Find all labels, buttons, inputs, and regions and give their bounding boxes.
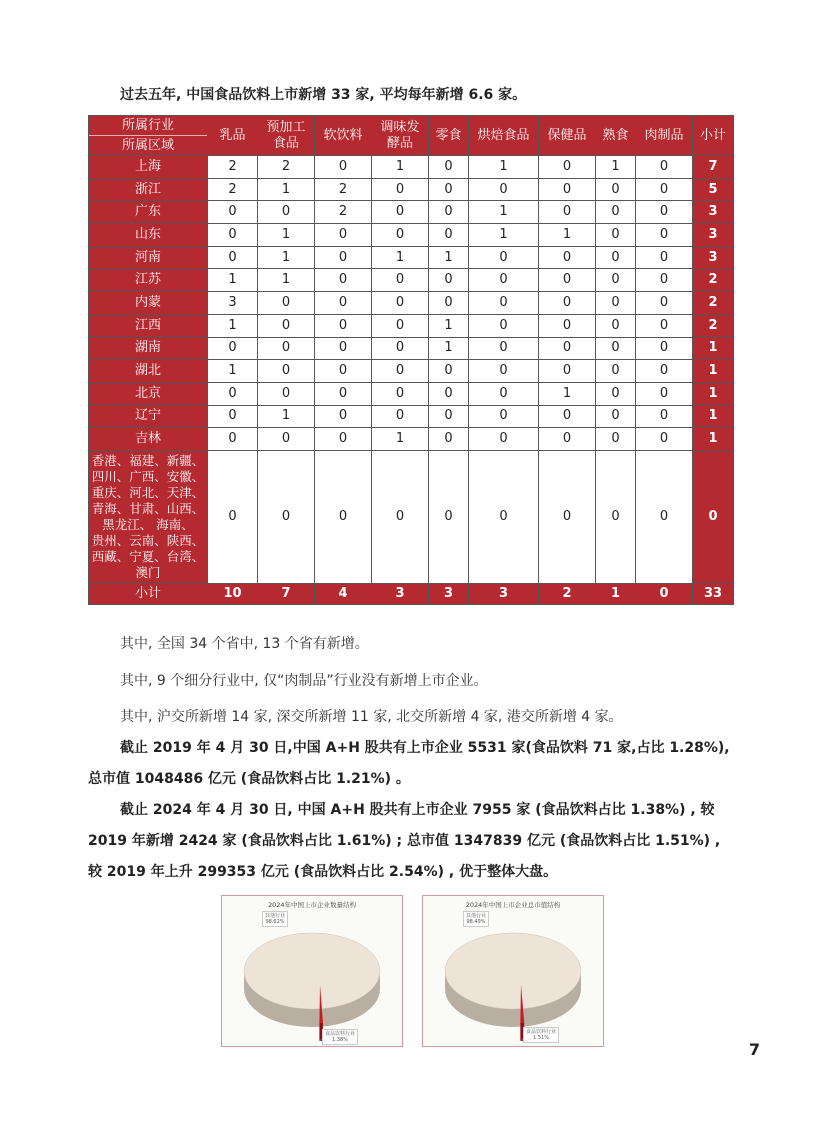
- table-cell: 1: [208, 360, 258, 383]
- table-cell: 0: [539, 405, 596, 428]
- row-region: 江苏: [89, 269, 208, 292]
- table-row: [89, 178, 734, 201]
- table-cell: 0: [469, 269, 539, 292]
- table-row: [89, 269, 734, 292]
- table-row: [89, 428, 734, 451]
- table-cell: 0: [539, 450, 596, 583]
- note-exchanges: 其中, 沪交所新增 14 家, 深交所新增 11 家, 北交所新增 4 家, 港交所新增 4 家。: [120, 709, 623, 725]
- paragraph-2019: 截止 2019 年 4 月 30 日,中国 A+H 股共有上市企业 5531 家(食品饮料 71 家,占比 1.28%),总市值 1048486 亿元 (食品饮料占比 1.21%) 。: [88, 740, 730, 787]
- table-cell: 0: [596, 428, 636, 451]
- table-footer-row: [89, 583, 734, 604]
- table-cell: 0: [539, 156, 596, 179]
- table-cell: 0: [636, 201, 693, 224]
- pie-slice-other: [445, 933, 581, 1009]
- table-cell: 0: [208, 246, 258, 269]
- table-cell: 0: [258, 292, 315, 315]
- table-cell: 0: [469, 450, 539, 583]
- table-cell: 0: [258, 337, 315, 360]
- header-corner: [89, 116, 208, 156]
- note-provinces: 其中, 全国 34 个省中, 13 个省有新增。: [120, 636, 369, 652]
- table-cell: 0: [596, 405, 636, 428]
- header-region-label: 所属区域: [89, 135, 207, 155]
- table-row: [89, 314, 734, 337]
- footer-cell: 3: [372, 583, 429, 604]
- table-cell: 0: [596, 178, 636, 201]
- table-cell: 0: [258, 201, 315, 224]
- table-cell: 0: [208, 337, 258, 360]
- table-cell: 0: [469, 314, 539, 337]
- table-cell: 0: [429, 201, 469, 224]
- table-cell: 0: [208, 450, 258, 583]
- table-cell: 1: [258, 269, 315, 292]
- table-cell: 2: [208, 156, 258, 179]
- header-industry-label: 所属行业: [121, 118, 174, 133]
- table-cell: 1: [539, 224, 596, 247]
- table-cell: 0: [372, 405, 429, 428]
- table-cell: 0: [539, 178, 596, 201]
- pie-label-food: 食品饮料行业 1.38%: [322, 1029, 358, 1045]
- footer-cell: 3: [429, 583, 469, 604]
- footer-cell: 4: [315, 583, 372, 604]
- row-subtotal: 1: [693, 382, 734, 405]
- footer-cell: 0: [636, 583, 693, 604]
- table-header-row: [89, 116, 734, 156]
- table-cell: 0: [429, 156, 469, 179]
- table-cell: 0: [539, 201, 596, 224]
- region-line: 香港、福建、新疆、: [91, 452, 205, 468]
- row-region: 江西: [89, 314, 208, 337]
- table-row: [89, 405, 734, 428]
- table-cell: 1: [372, 428, 429, 451]
- table-row: [89, 382, 734, 405]
- row-region: 吉林: [89, 428, 208, 451]
- table-cell: 1: [372, 246, 429, 269]
- table-cell: 1: [258, 178, 315, 201]
- region-line: 贵州、云南、陕西、: [91, 532, 205, 548]
- row-region: 内蒙: [89, 292, 208, 315]
- table-cell: 0: [539, 337, 596, 360]
- pie-chart-market-cap: [422, 895, 604, 1047]
- column-header: 乳品: [208, 116, 258, 156]
- region-line: 青海、甘肃、山西、: [91, 500, 205, 516]
- table-cell: 0: [372, 337, 429, 360]
- table-cell: 0: [469, 382, 539, 405]
- table-cell: 0: [208, 428, 258, 451]
- table-cell: 0: [429, 382, 469, 405]
- chart-title: 2024年中国上市企业总市值结构: [465, 901, 561, 909]
- table-cell: 0: [596, 314, 636, 337]
- row-region: 北京: [89, 382, 208, 405]
- row-region: 广东: [89, 201, 208, 224]
- table-cell: 0: [258, 382, 315, 405]
- table-row: [89, 224, 734, 247]
- pie-svg: [423, 896, 603, 1046]
- table-cell: 0: [469, 360, 539, 383]
- column-header: 熟食: [596, 116, 636, 156]
- table-cell: 1: [258, 246, 315, 269]
- table-cell: 0: [469, 405, 539, 428]
- row-region: 湖南: [89, 337, 208, 360]
- table-cell: 0: [315, 450, 372, 583]
- table-cell: 1: [258, 224, 315, 247]
- table-cell: 1: [208, 269, 258, 292]
- table-cell: 0: [315, 337, 372, 360]
- table-cell: 0: [539, 314, 596, 337]
- table-cell: 0: [372, 201, 429, 224]
- table-cell: 0: [636, 269, 693, 292]
- row-region: 湖北: [89, 360, 208, 383]
- table-cell: 0: [315, 405, 372, 428]
- table-cell: 1: [429, 246, 469, 269]
- table-cell: 0: [429, 269, 469, 292]
- region-line: 澳门: [135, 564, 161, 580]
- pie-label-food: 食品饮料行业 1.51%: [523, 1027, 559, 1043]
- table-cell: 0: [636, 178, 693, 201]
- table-cell: 0: [315, 428, 372, 451]
- table-cell: 0: [469, 246, 539, 269]
- row-region: 辽宁: [89, 405, 208, 428]
- table-cell: 1: [208, 314, 258, 337]
- table-cell: 0: [372, 314, 429, 337]
- footer-cell: 10: [208, 583, 258, 604]
- row-region: 河南: [89, 246, 208, 269]
- table-cell: 0: [539, 360, 596, 383]
- row-subtotal: 2: [693, 314, 734, 337]
- row-subtotal: 3: [693, 246, 734, 269]
- table-cell: 0: [315, 269, 372, 292]
- table-cell: 0: [315, 382, 372, 405]
- table-cell: 1: [429, 337, 469, 360]
- table-cell: 0: [372, 269, 429, 292]
- table-cell: 0: [596, 269, 636, 292]
- table-cell: 0: [372, 224, 429, 247]
- table-cell: 0: [636, 246, 693, 269]
- column-header: 调味发酵品: [372, 116, 429, 156]
- table-cell: 1: [596, 156, 636, 179]
- column-header: 肉制品: [636, 116, 693, 156]
- region-line: 重庆、河北、天津、: [91, 484, 205, 500]
- table-cell: 1: [372, 156, 429, 179]
- table-cell: 0: [596, 246, 636, 269]
- table-cell: 0: [315, 292, 372, 315]
- footer-label: 小计: [89, 583, 208, 604]
- table-cell: 0: [636, 224, 693, 247]
- table-cell: 1: [469, 156, 539, 179]
- footer-cell: 7: [258, 583, 315, 604]
- table-cell: 0: [258, 428, 315, 451]
- table-cell: 0: [315, 246, 372, 269]
- table-cell: 1: [429, 314, 469, 337]
- row-subtotal: 2: [693, 269, 734, 292]
- column-header: 软饮料: [315, 116, 372, 156]
- table-cell: 0: [596, 292, 636, 315]
- row-subtotal: 1: [693, 337, 734, 360]
- table-cell: 0: [596, 382, 636, 405]
- row-subtotal: 2: [693, 292, 734, 315]
- table-cell: 3: [208, 292, 258, 315]
- table-cell: 0: [258, 314, 315, 337]
- column-header: 零食: [429, 116, 469, 156]
- table-cell: 0: [596, 360, 636, 383]
- table-cell: 0: [636, 450, 693, 583]
- row-region: 上海: [89, 156, 208, 179]
- table-cell: 0: [636, 428, 693, 451]
- pie-slice-other: [244, 933, 380, 1009]
- footer-total: 33: [693, 583, 734, 604]
- footer-cell: 3: [469, 583, 539, 604]
- table-cell: 0: [636, 405, 693, 428]
- region-line: 黑龙江、 海南、: [102, 516, 194, 532]
- table-cell: 0: [596, 450, 636, 583]
- table-cell: 0: [258, 450, 315, 583]
- pie-chart-count: [221, 895, 403, 1047]
- region-line: 西藏、宁夏、台湾、: [91, 548, 205, 564]
- row-subtotal: 1: [693, 360, 734, 383]
- footer-cell: 2: [539, 583, 596, 604]
- row-subtotal: 3: [693, 224, 734, 247]
- table-cell: 2: [315, 178, 372, 201]
- row-subtotal: 1: [693, 428, 734, 451]
- table-row-others: [89, 450, 734, 583]
- table-cell: 0: [596, 337, 636, 360]
- table-row: [89, 246, 734, 269]
- region-line: 四川、广西、安徽、: [91, 468, 205, 484]
- table-cell: 0: [429, 178, 469, 201]
- table-cell: 0: [429, 224, 469, 247]
- row-region: 浙江: [89, 178, 208, 201]
- table-cell: 0: [636, 382, 693, 405]
- table-cell: 0: [258, 360, 315, 383]
- page-number: 7: [748, 1040, 760, 1059]
- table-cell: 2: [315, 201, 372, 224]
- pie-label-other: 其他行业 98.62%: [262, 911, 288, 927]
- table-cell: 1: [539, 382, 596, 405]
- row-region-others: [89, 450, 208, 583]
- table-cell: 2: [258, 156, 315, 179]
- table-cell: 1: [469, 224, 539, 247]
- table-cell: 0: [636, 337, 693, 360]
- row-subtotal: 5: [693, 178, 734, 201]
- table-cell: 0: [429, 450, 469, 583]
- table-cell: 0: [429, 292, 469, 315]
- table-cell: 1: [258, 405, 315, 428]
- table-cell: 0: [372, 178, 429, 201]
- column-header: 烘焙食品: [469, 116, 539, 156]
- chart-title: 2024年中国上市企业数量结构: [267, 901, 357, 909]
- pie-svg: [222, 896, 402, 1046]
- table-cell: 0: [208, 382, 258, 405]
- intro-text: 过去五年, 中国食品饮料上市新增 33 家, 平均每年新增 6.6 家。: [120, 87, 527, 103]
- table-cell: 0: [208, 405, 258, 428]
- table-row: [89, 360, 734, 383]
- column-header: 预加工食品: [258, 116, 315, 156]
- table-cell: 0: [372, 382, 429, 405]
- table-cell: 0: [539, 292, 596, 315]
- table-cell: 0: [315, 360, 372, 383]
- table-cell: 0: [429, 360, 469, 383]
- table-cell: 0: [469, 178, 539, 201]
- table-cell: 0: [429, 405, 469, 428]
- table-cell: 0: [315, 224, 372, 247]
- table-cell: 0: [636, 156, 693, 179]
- pie-label-other: 其他行业 98.49%: [463, 911, 489, 927]
- table-row: [89, 292, 734, 315]
- table-cell: 2: [208, 178, 258, 201]
- table-body: [89, 156, 734, 605]
- table-row: [89, 156, 734, 179]
- table-cell: 0: [636, 360, 693, 383]
- table-cell: 0: [372, 360, 429, 383]
- table-cell: 0: [469, 337, 539, 360]
- table-cell: 0: [315, 314, 372, 337]
- note-industries: 其中, 9 个细分行业中, 仅“肉制品”行业没有新增上市企业。: [120, 673, 488, 689]
- row-subtotal: 7: [693, 156, 734, 179]
- table-cell: 0: [372, 292, 429, 315]
- table-cell: 0: [429, 428, 469, 451]
- new-listings-table: [88, 115, 734, 605]
- row-subtotal: 1: [693, 405, 734, 428]
- table-cell: 0: [539, 246, 596, 269]
- row-subtotal: 0: [693, 450, 734, 583]
- column-header: 保健品: [539, 116, 596, 156]
- table-cell: 0: [636, 314, 693, 337]
- table-cell: 0: [469, 292, 539, 315]
- table-cell: 0: [596, 224, 636, 247]
- footer-cell: 1: [596, 583, 636, 604]
- table-row: [89, 201, 734, 224]
- table-cell: 0: [539, 428, 596, 451]
- table-cell: 0: [208, 224, 258, 247]
- row-subtotal: 3: [693, 201, 734, 224]
- table-row: [89, 337, 734, 360]
- table-cell: 0: [539, 269, 596, 292]
- column-header: 小计: [693, 116, 734, 156]
- paragraph-2024: 截止 2024 年 4 月 30 日, 中国 A+H 股共有上市企业 7955 家 (食品饮料占比 1.38%) , 较 2019 年新增 2424 家 (食品饮料占比 1.61%) ; 总市值 1347839 亿元 (食品饮料占比 1.51%) , 较 2019 年上升 299353 亿元 (食品饮料占比 2.54%) , 优于整体大盘。: [88, 802, 721, 880]
- table-cell: 0: [315, 156, 372, 179]
- row-region: 山东: [89, 224, 208, 247]
- table-cell: 0: [208, 201, 258, 224]
- table-cell: 0: [596, 201, 636, 224]
- table-cell: 0: [636, 292, 693, 315]
- table-cell: 0: [469, 428, 539, 451]
- table-cell: 1: [469, 201, 539, 224]
- table-cell: 0: [372, 450, 429, 583]
